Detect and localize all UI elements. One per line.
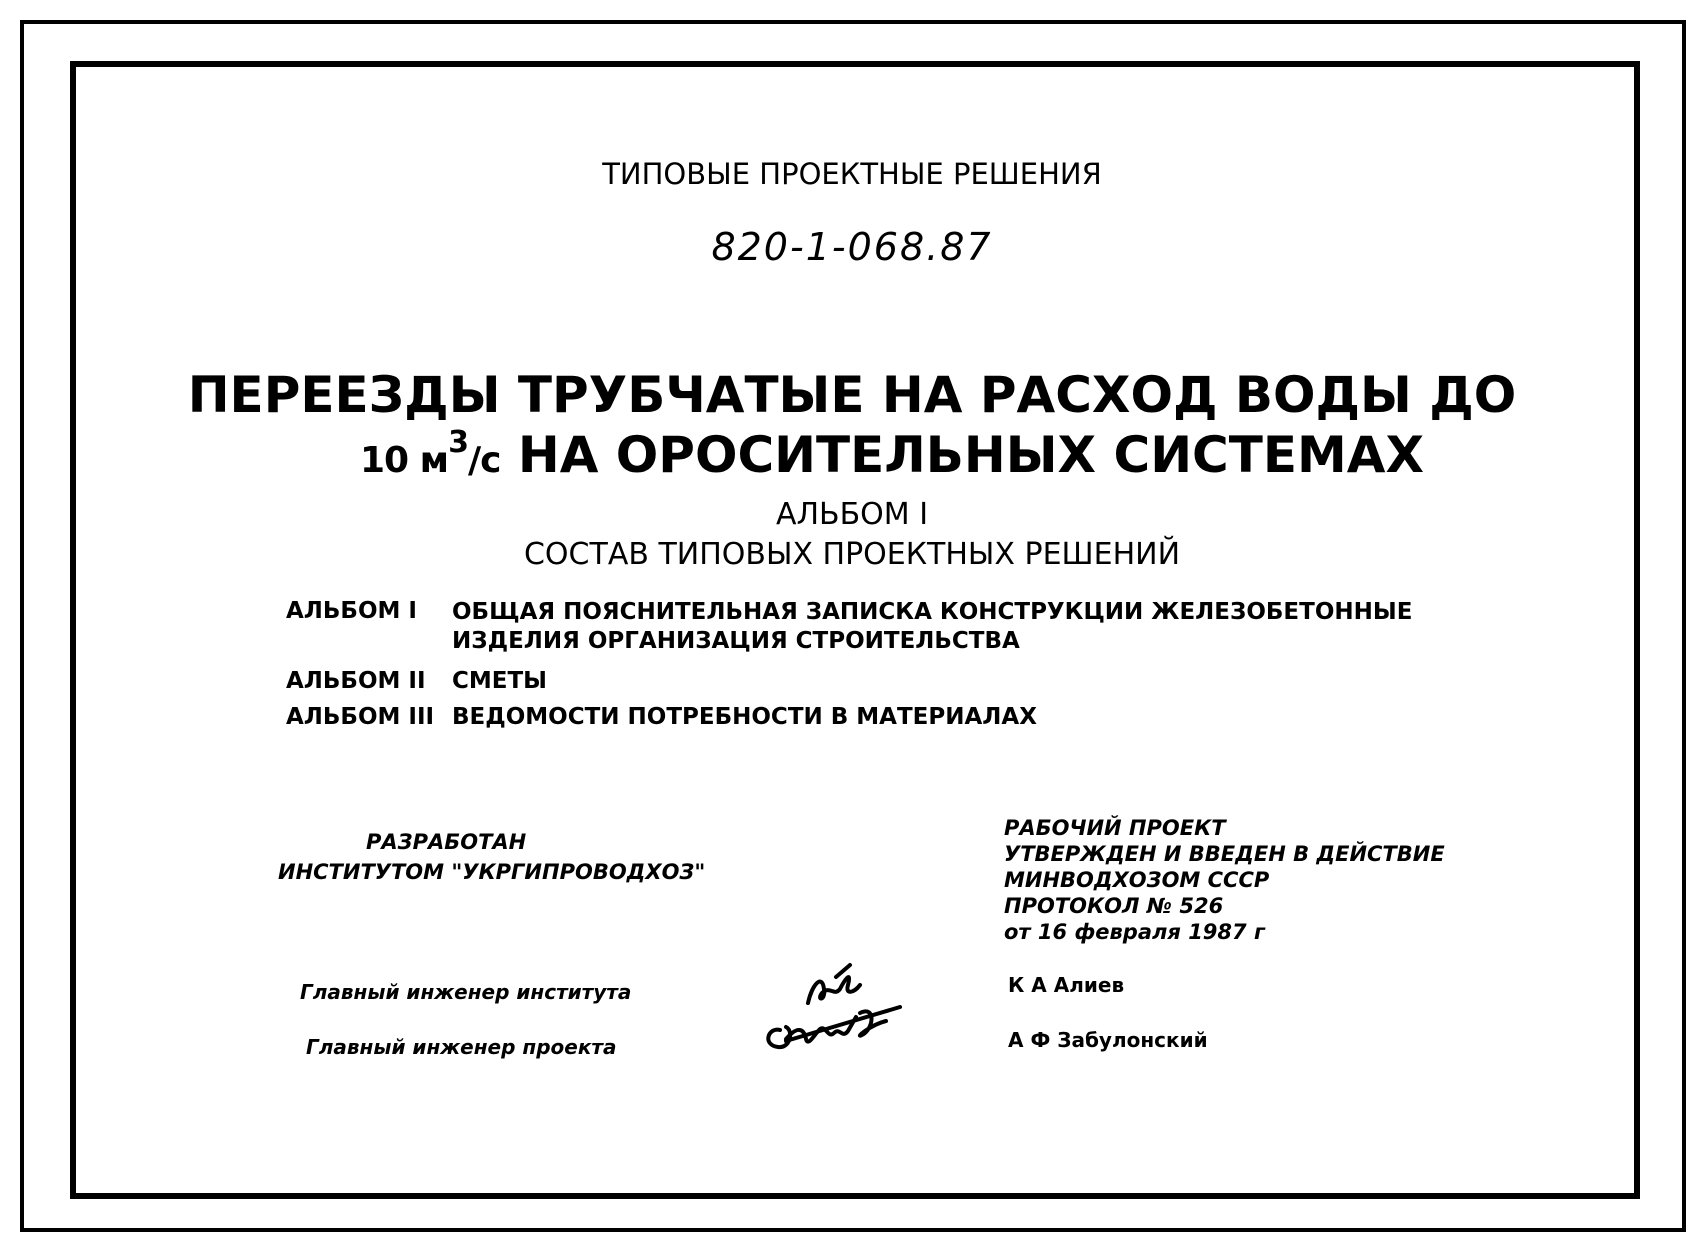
album-label: АЛЬБОМ II xyxy=(286,668,426,694)
flow-unit: /с xyxy=(467,440,501,481)
series-label: ТИПОВЫЕ ПРОЕКТНЫЕ РЕШЕНИЯ xyxy=(602,157,1102,191)
title-line-1: ПЕРЕЕЗДЫ ТРУБЧАТЫЕ НА РАСХОД ВОДЫ ДО xyxy=(187,366,1517,424)
composition-title: СОСТАВ ТИПОВЫХ ПРОЕКТНЫХ РЕШЕНИЙ xyxy=(523,537,1181,572)
developer-line-2: ИНСТИТУТОМ "УКРГИПРОВОДХОЗ" xyxy=(278,860,706,884)
album-description: ВЕДОМОСТИ ПОТРЕБНОСТИ В МАТЕРИАЛАХ xyxy=(452,704,1037,730)
series-number: 820-1-068.87 xyxy=(711,225,993,269)
title-line-2 xyxy=(360,425,1424,484)
album-description xyxy=(452,598,1412,656)
signature-image xyxy=(750,955,930,1065)
album-label: АЛЬБОМ I xyxy=(286,598,417,624)
flow-value: 10 м xyxy=(360,440,449,481)
approval-line: РАБОЧИЙ ПРОЕКТ xyxy=(1004,816,1226,840)
approval-block xyxy=(1004,815,1445,945)
album-description: СМЕТЫ xyxy=(452,668,547,694)
signatory-name: К А Алиев xyxy=(1008,973,1125,997)
developer-line-1: РАЗРАБОТАН xyxy=(366,830,527,854)
approval-line: ПРОТОКОЛ № 526 xyxy=(1004,894,1224,918)
album-description-line: ИЗДЕЛИЯ ОРГАНИЗАЦИЯ СТРОИТЕЛЬСТВА xyxy=(452,628,1020,654)
developer-block xyxy=(278,827,705,887)
flow-exponent: 3 xyxy=(448,425,468,460)
album-label: АЛЬБОМ III xyxy=(286,704,435,730)
title-line-2-rest: НА ОРОСИТЕЛЬНЫХ СИСТЕМАХ xyxy=(500,426,1424,484)
album-current: АЛЬБОМ I xyxy=(775,497,929,532)
signatory-title: Главный инженер института xyxy=(300,980,632,1004)
flow-rate xyxy=(360,425,501,481)
signatory-name: А Ф Забулонский xyxy=(1008,1028,1208,1052)
album-description-line: ОБЩАЯ ПОЯСНИТЕЛЬНАЯ ЗАПИСКА КОНСТРУКЦИИ ЖЕЛЕЗОБЕТОННЫЕ xyxy=(452,599,1413,625)
approval-line: УТВЕРЖДЕН И ВВЕДЕН В ДЕЙСТВИЕ xyxy=(1004,842,1445,866)
approval-line: МИНВОДХОЗОМ СССР xyxy=(1004,868,1270,892)
signatory-title: Главный инженер проекта xyxy=(306,1035,617,1059)
approval-line: от 16 февраля 1987 г xyxy=(1004,920,1265,944)
